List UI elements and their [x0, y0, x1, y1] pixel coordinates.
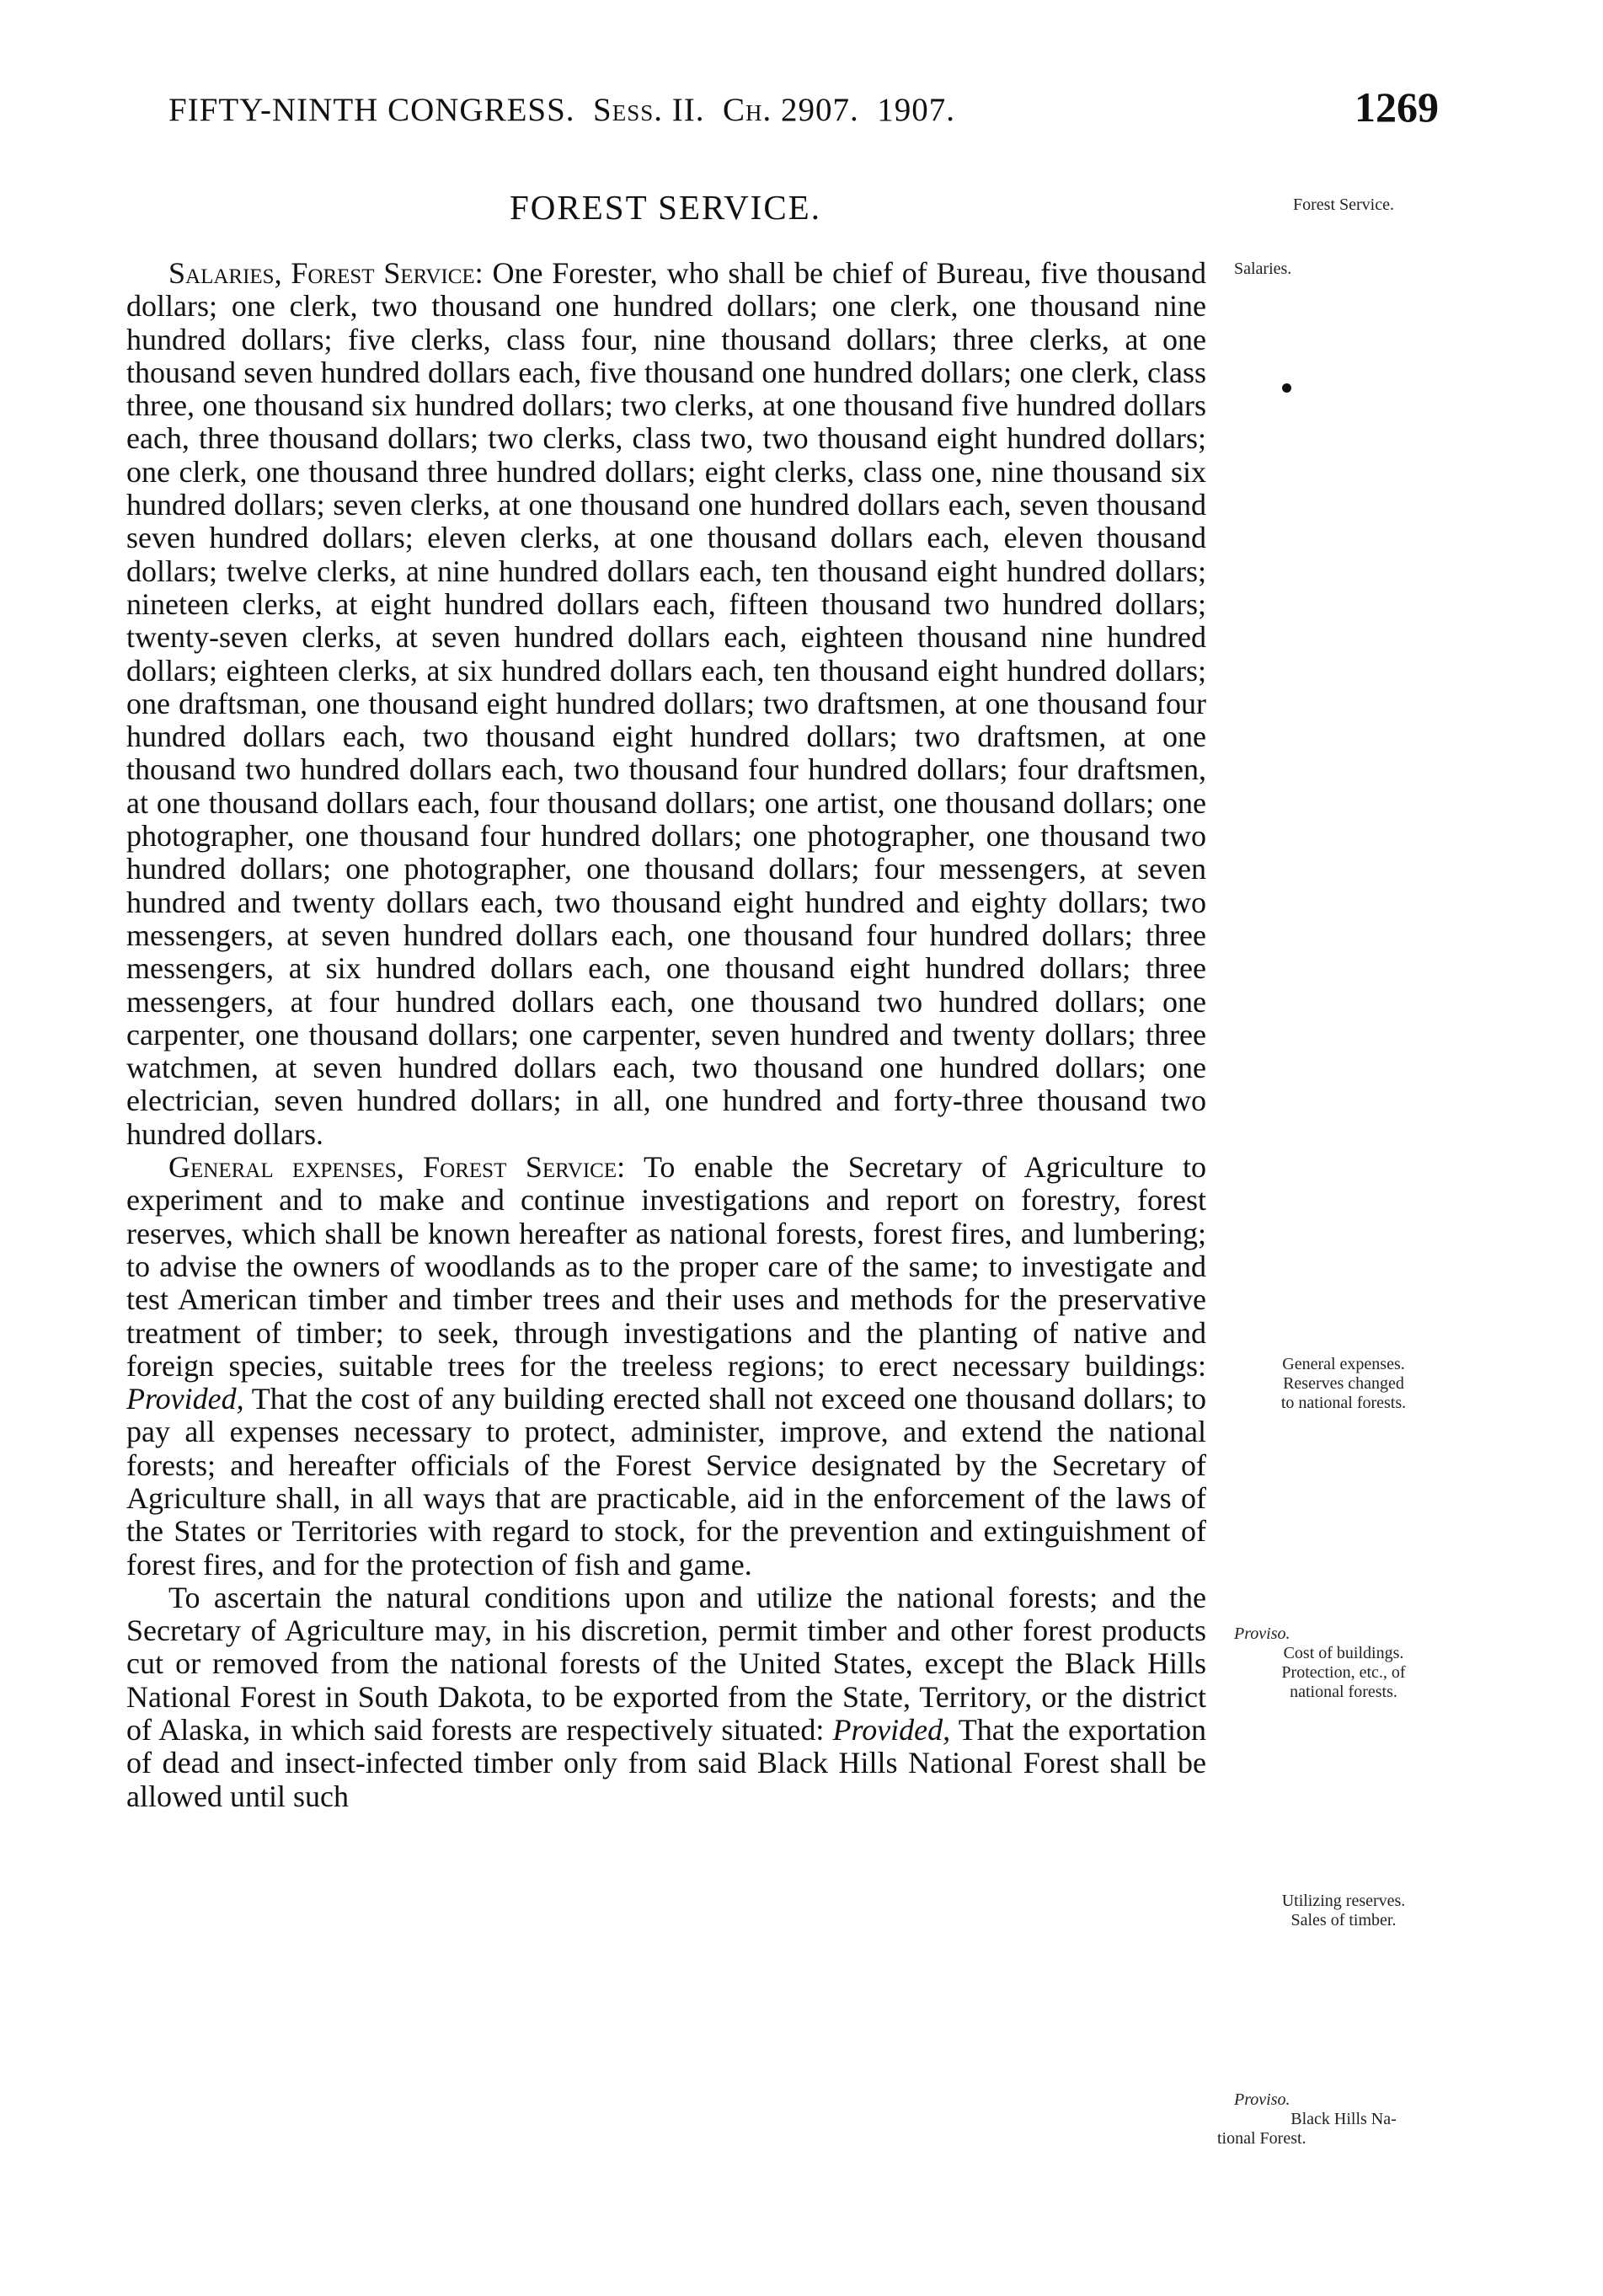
margin-note-line: Protection, etc., of — [1281, 1663, 1406, 1682]
margin-note-general-expenses — [1217, 1355, 1470, 1413]
general-expenses-text-b: That the cost of any building erected shall not exceed one thousand dollars; to pay all expenses necessary to protect, administer, improve, and extend the national forests; and hereafter officials of the Forest Service designated by the Secretary of Agriculture shall, in all ways that are practicable, aid in the enforcement of the laws of the States or Territories with regard to stock, for the prevention and extinguishment of forest fires, and for the protection of fish and game. — [126, 1382, 1206, 1582]
paragraph-salaries — [126, 257, 1206, 1151]
margin-note-line: Utilizing reserves. — [1281, 1892, 1406, 1910]
running-head — [126, 83, 1449, 150]
body-text — [126, 257, 1206, 1813]
margin-note-line: Proviso. — [1234, 2090, 1290, 2109]
year-label: 1907. — [877, 92, 956, 128]
page-number: 1269 — [1355, 83, 1439, 131]
paragraph-general-expenses — [126, 1151, 1206, 1582]
utilize-text-a: To ascertain the natural conditions upon and utilize the national forests; and the Secretary of Agriculture may, in his discretion, permit timber and other forest products cut or removed from the national forests of the United States, except the Black Hills National Forest in South Dakota, to be exported from the State, Territory, or the district of Alaska, in which said forests are respectively situated: — [126, 1580, 1206, 1747]
utilize-text-b: That the exportation of dead and insect-infected timber only from said Black Hills National Forest shall be allowed until such — [126, 1713, 1206, 1813]
margin-note-line: national forests. — [1290, 1683, 1397, 1701]
salaries-text: One Forester, who shall be chief of Bureau, five thousand dollars; one clerk, two thousand one hundred dollars; one clerk, one thousand nine hundred dollars; five clerks, class four, nine thousand dollars; three clerks, at one thousand seven hundred dollars each, five thousand one hundred dollars; one clerk, class three, one thousand six hundred dollars; two clerks, at one thousand five hundred dollars each, three thousand dollars; two clerks, class two, two thousand eight hundred dollars; one clerk, one thousand three hundred dollars; eight clerks, class one, nine thousand six hundred dollars; seven clerks, at one thousand one hundred dollars each, seven thousand seven hundred dollars; eleven clerks, at one thousand dollars each, eleven thousand dollars; twelve clerks, at nine hundred dollars each, ten thousand eight hundred dollars; nineteen clerks, at eight hundred dollars each, fifteen thousand two hundred dollars; twenty-seven clerks, at seven hundred dollars each, eighteen thousand nine hundred dollars; eighteen clerks, at six hundred dollars each, ten thousand eight hundred dollars; one draftsman, one thousand eight hundred dollars; two draftsmen, at one thousand four hundred dollars each, two thousand eight hundred dollars; two draftsmen, at one thousand two hundred dollars each, two thousand four hundred dollars; four draftsmen, at one thousand dollars each, four thousand dollars; one artist, one thousand dollars; one photographer, one thousand four hundred dollars; one photographer, one thousand two hundred dollars; one photographer, one thousand dollars; four messengers, at seven hundred and twenty dollars each, two thousand eight hundred and eighty dollars; two messengers, at seven hundred dollars each, one thousand four hundred dollars; three messengers, at six hundred dollars each, one thousand eight hundred dollars; three messengers, at four hundred dollars each, one thousand two hundred dollars; one carpenter, one thousand dollars; one carpenter, seven hundred and twenty dollars; three watchmen, at seven hundred dollars each, two thousand one hundred dollars; one electrician, seven hundred dollars; in all, one hundred and forty-three thousand two hundred dollars. — [126, 256, 1207, 1151]
margin-note-line: Sales of timber. — [1290, 1911, 1397, 1929]
running-head-text — [168, 91, 955, 129]
margin-note-line: Black Hills Na- — [1290, 2110, 1397, 2128]
margin-note-line: tional Forest. — [1217, 2129, 1306, 2148]
margin-note-line: Proviso. — [1234, 1624, 1290, 1643]
margin-note-line: Salaries. — [1234, 260, 1292, 278]
margin-note-line: to national forests. — [1280, 1394, 1407, 1412]
margin-note-line: General expenses. — [1282, 1355, 1405, 1373]
print-mark-dot — [1282, 383, 1291, 393]
paragraph-utilize-forests — [126, 1582, 1206, 1813]
general-expenses-text-a: To enable the Secretary of Agriculture to experiment and to make and continue investigations and report on forestry, forest reserves, which shall be known hereafter as national forests, forest fires, and lumbering; to advise the owners of woodlands as to the proper care of the same; to investigate and test American timber and timber trees and their uses and methods for the preservative treatment of timber; to seek, through investigations and the planting of native and foreign species, suitable trees for the treeless regions; to erect necessary buildings: — [126, 1150, 1207, 1383]
congress-label: FIFTY-NINTH CONGRESS. — [168, 92, 575, 128]
margin-note-line: Forest Service. — [1293, 195, 1394, 214]
margin-note-forest-service — [1217, 195, 1470, 215]
margin-note-utilizing-reserves — [1217, 1892, 1470, 1930]
section-title: FOREST SERVICE. — [510, 188, 821, 227]
chapter-label: Ch. 2907. — [723, 92, 859, 128]
margin-note-cost-of-buildings — [1217, 1624, 1470, 1702]
proviso-word: Provided, — [126, 1382, 244, 1416]
proviso-word: Provided, — [832, 1713, 951, 1747]
session-label: Sess. II. — [593, 92, 705, 128]
margin-note-salaries — [1234, 260, 1487, 279]
margin-note-line: Cost of buildings. — [1283, 1644, 1404, 1662]
general-expenses-heading: General expenses, Forest Service: — [168, 1150, 626, 1185]
margin-note-line: Reserves changed — [1283, 1374, 1404, 1393]
salaries-heading: Salaries, Forest Service: — [168, 256, 484, 290]
margin-note-black-hills — [1217, 2090, 1470, 2149]
